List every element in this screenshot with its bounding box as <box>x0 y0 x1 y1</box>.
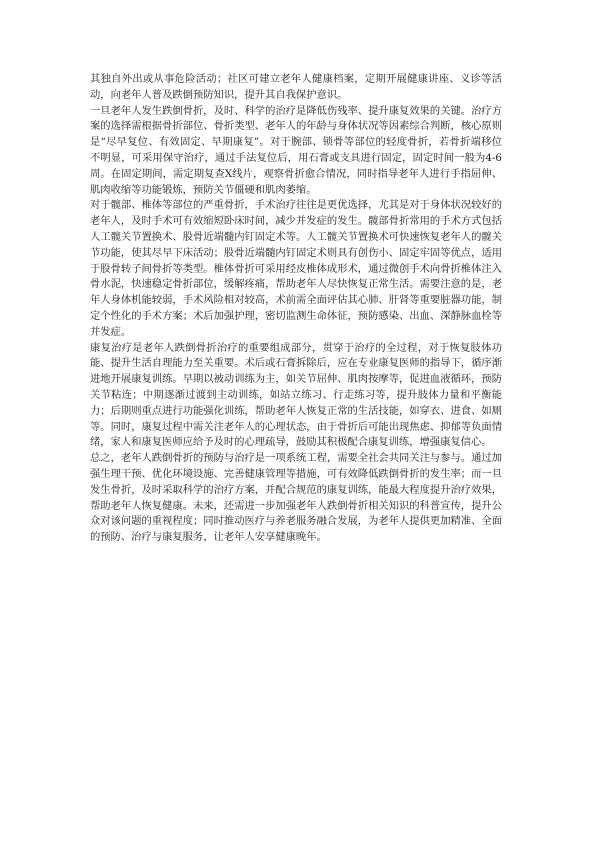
document-body <box>90 72 502 546</box>
paragraph-4: 康复治疗是老年人跌倒骨折治疗的重要组成部分，贯穿于治疗的全过程，对于恢复肢体功能、提升生活自理能力至关重要。术后或石膏拆除后，应在专业康复医师的指导下，循序渐进地开展康复训练。早期以被动训练为主，如关节屈伸、肌肉按摩等，促进血液循环，预防关节粘连；中期逐渐过渡到主动训练，如站立练习、行走练习等，提升肢体力量和平衡能力；后期则重点进行功能强化训练，帮助老年人恢复正常的生活技能，如穿衣、进食、如厕等。同时，康复过程中需关注老年人的心理状态，由于骨折后可能出现焦虑、抑郁等负面情绪，家人和康复医师应给予及时的心理疏导，鼓励其积极配合康复训练，增强康复信心。 <box>90 341 502 449</box>
paragraph-2: 一旦老年人发生跌倒骨折，及时、科学的治疗是降低伤残率、提升康复效果的关键。治疗方案的选择需根据骨折部位、骨折类型、老年人的年龄与身体状况等因素综合判断，核心原则是“尽早复位、有效固定、早期康复”。对于腕部、锁骨等部位的轻度骨折，若骨折端移位不明显，可采用保守治疗，通过手法复位后，用石膏或支具进行固定，固定时间一般为4-6周。在固定期间，需定期复查X线片，观察骨折愈合情况，同时指导老年人进行手指屈伸、肌肉收缩等功能锻炼，预防关节僵硬和肌肉萎缩。 <box>90 104 502 196</box>
paragraph-3: 对于髋部、椎体等部位的严重骨折，手术治疗往往是更优选择，尤其是对于身体状况较好的老年人，及时手术可有效缩短卧床时间，减少并发症的发生。髋部骨折常用的手术方式包括人工髋关节置换术、股骨近端髓内钉固定术等。人工髋关节置换术可快速恢复老年人的髋关节功能，使其尽早下床活动；股骨近端髓内钉固定术则具有创伤小、固定牢固等优点，适用于股骨转子间骨折等类型。椎体骨折可采用经皮椎体成形术，通过微创手术向骨折椎体注入骨水泥，快速稳定骨折部位，缓解疼痛，帮助老年人尽快恢复正常生活。需要注意的是，老年人身体机能较弱，手术风险相对较高，术前需全面评估其心肺、肝肾等重要脏器功能，制定个性化的手术方案；术后加强护理，密切监测生命体征，预防感染、出血、深静脉血栓等并发症。 <box>90 199 502 338</box>
paragraph-1: 其独自外出或从事危险活动；社区可建立老年人健康档案，定期开展健康讲座、义诊等活动，向老年人普及跌倒预防知识，提升其自我保护意识。 <box>90 73 502 101</box>
paragraph-5: 总之，老年人跌倒骨折的预防与治疗是一项系统工程，需要全社会共同关注与参与。通过加强生理干预、优化环境设施、完善健康管理等措施，可有效降低跌倒骨折的发生率；而一旦发生骨折，及时采取科学的治疗方案，并配合规范的康复训练，能最大程度提升治疗效果，帮助老年人恢复健康。未来，还需进一步加强老年人跌倒骨折相关知识的科普宣传，提升公众对该问题的重视程度；同时推动医疗与养老服务融合发展，为老年人提供更加精准、全面的预防、治疗与康复服务，让老年人安享健康晚年。 <box>90 452 502 544</box>
